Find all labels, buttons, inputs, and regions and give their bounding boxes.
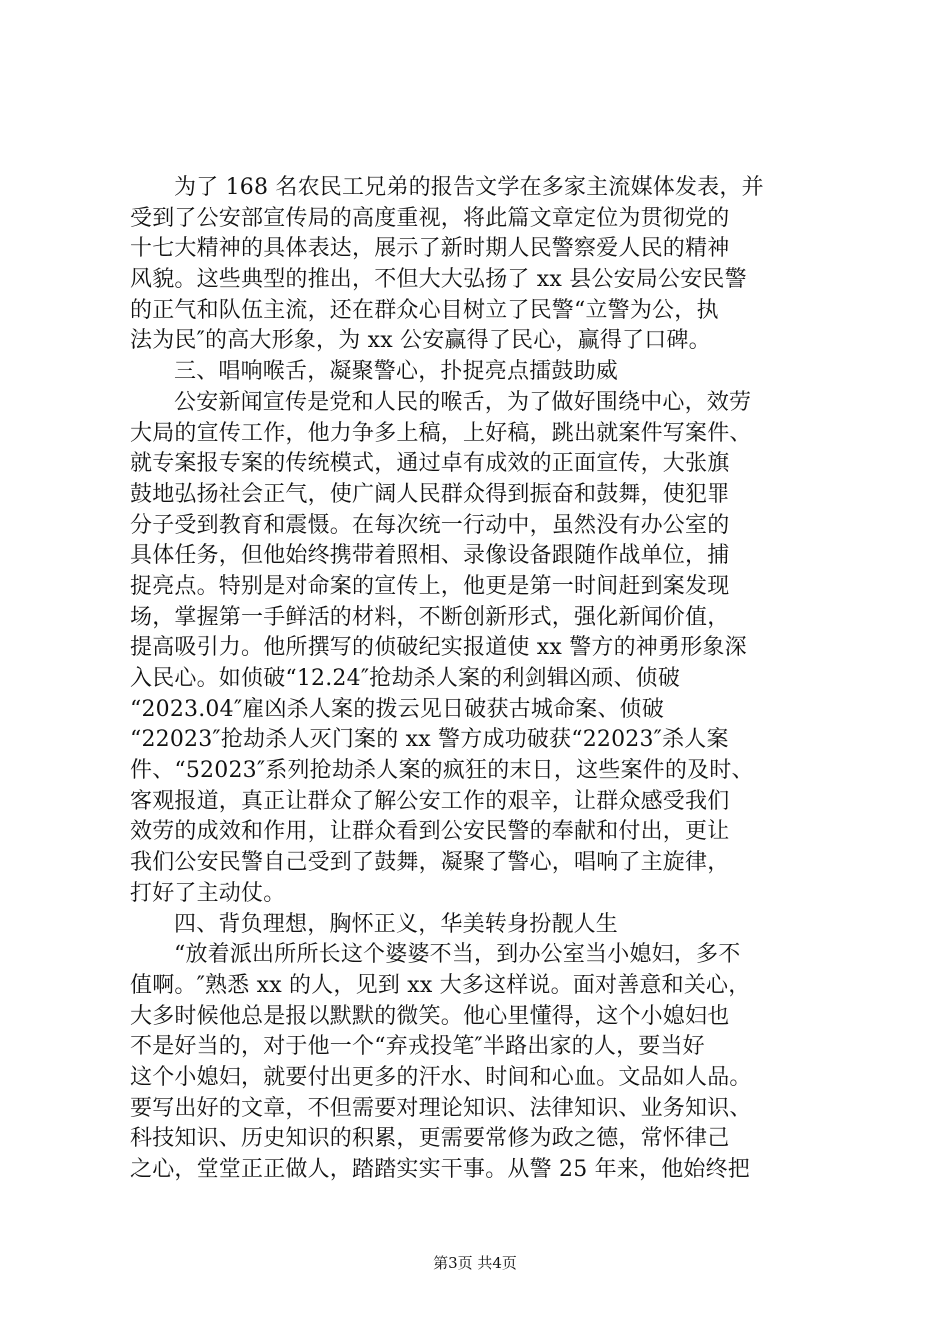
paragraph-line: 大多时候他总是报以默默的微笑。他心里懂得，这个小媳妇也 xyxy=(130,1003,730,1029)
paragraph-line: 具体任务，但他始终携带着照相、录像设备跟随作战单位，捕 xyxy=(130,543,730,569)
paragraph-line: 风貌。这些典型的推出，不但大大弘扬了 xx 县公安局公安民警 xyxy=(130,267,747,293)
paragraph-line: 之心，堂堂正正做人，踏踏实实干事。从警 25 年来，他始终把 xyxy=(130,1157,750,1182)
paragraph-line: 捉亮点。特别是对命案的宣传上，他更是第一时间赶到案发现 xyxy=(130,573,730,599)
paragraph-line: “放着派出所所长这个婆婆不当，到办公室当小媳妇，多不 xyxy=(174,942,741,968)
paragraph-line: 效劳的成效和作用，让群众看到公安民警的奉献和付出，更让 xyxy=(130,819,730,845)
paragraph-line: 就专案报专案的传统模式，通过卓有成效的正面宣传，大张旗 xyxy=(130,451,730,477)
paragraph-line: 客观报道，真正让群众了解公安工作的艰辛，让群众感受我们 xyxy=(130,788,730,814)
page-footer: 第3页 共4页 xyxy=(433,1254,517,1272)
paragraph-line: “2023.04″雇凶杀人案的拨云见日破获古城命案、侦破 xyxy=(130,696,665,722)
paragraph-line: 我们公安民警自己受到了鼓舞，凝聚了警心，唱响了主旋律， xyxy=(130,850,730,876)
paragraph-line: 场，掌握第一手鲜活的材料，不断创新形式，强化新闻价值， xyxy=(130,604,730,630)
paragraph-line: 件、“52023″系列抢劫杀人案的疯狂的末日，这些案件的及时、 xyxy=(130,758,754,784)
section-heading: 三、唱响喉舌，凝聚警心，扑捉亮点擂鼓助威 xyxy=(174,359,619,385)
paragraph-line: 十七大精神的具体表达，展示了新时期人民警察爱人民的精神 xyxy=(130,236,730,262)
paragraph-line: 大局的宣传工作，他力争多上稿，上好稿，跳出就案件写案件、 xyxy=(130,420,752,446)
paragraph-line: 入民心。如侦破“12.24″抢劫杀人案的利剑辑凶顽、侦破 xyxy=(130,666,681,691)
paragraph-line: 打好了主动仗。 xyxy=(130,880,286,906)
paragraph-line: 分子受到教育和震慑。在每次统一行动中，虽然没有办公室的 xyxy=(130,512,730,538)
paragraph-line: 要写出好的文章，不但需要对理论知识、法律知识、业务知识、 xyxy=(130,1095,752,1121)
section-heading: 四、背负理想，胸怀正义，华美转身扮靓人生 xyxy=(174,911,619,937)
paragraph-line: 不是好当的，对于他一个“弃戎投笔″半路出家的人，要当好 xyxy=(130,1034,705,1060)
paragraph-line: 鼓地弘扬社会正气，使广阔人民群众得到振奋和鼓舞，使犯罪 xyxy=(130,481,730,507)
paragraph-line: 法为民″的高大形象，为 xx 公安赢得了民心，赢得了口碑。 xyxy=(130,328,711,354)
paragraph-line: 科技知识、历史知识的积累，更需要常修为政之德，常怀律己 xyxy=(130,1126,730,1152)
paragraph-line: 公安新闻宣传是党和人民的喉舌，为了做好围绕中心，效劳 xyxy=(174,389,752,415)
paragraph-line: 为了 168 名农民工兄弟的报告文学在多家主流媒体发表，并 xyxy=(174,175,764,200)
paragraph-line: 值啊。″熟悉 xx 的人，见到 xx 大多这样说。面对善意和关心， xyxy=(130,972,751,998)
paragraph-line: 受到了公安部宣传局的高度重视，将此篇文章定位为贯彻党的 xyxy=(130,205,730,231)
paragraph-line: 提高吸引力。他所撰写的侦破纪实报道使 xx 警方的神勇形象深 xyxy=(130,635,747,661)
body-text xyxy=(130,173,830,1186)
paragraph-line: 这个小媳妇，就要付出更多的汗水、时间和心血。文品如人品。 xyxy=(130,1064,752,1090)
paragraph-line: 的正气和队伍主流，还在群众心目树立了民警“立警为公，执 xyxy=(130,297,719,323)
paragraph-line: “22023″抢劫杀人灭门案的 xx 警方成功破获“22023″杀人案 xyxy=(130,727,729,753)
